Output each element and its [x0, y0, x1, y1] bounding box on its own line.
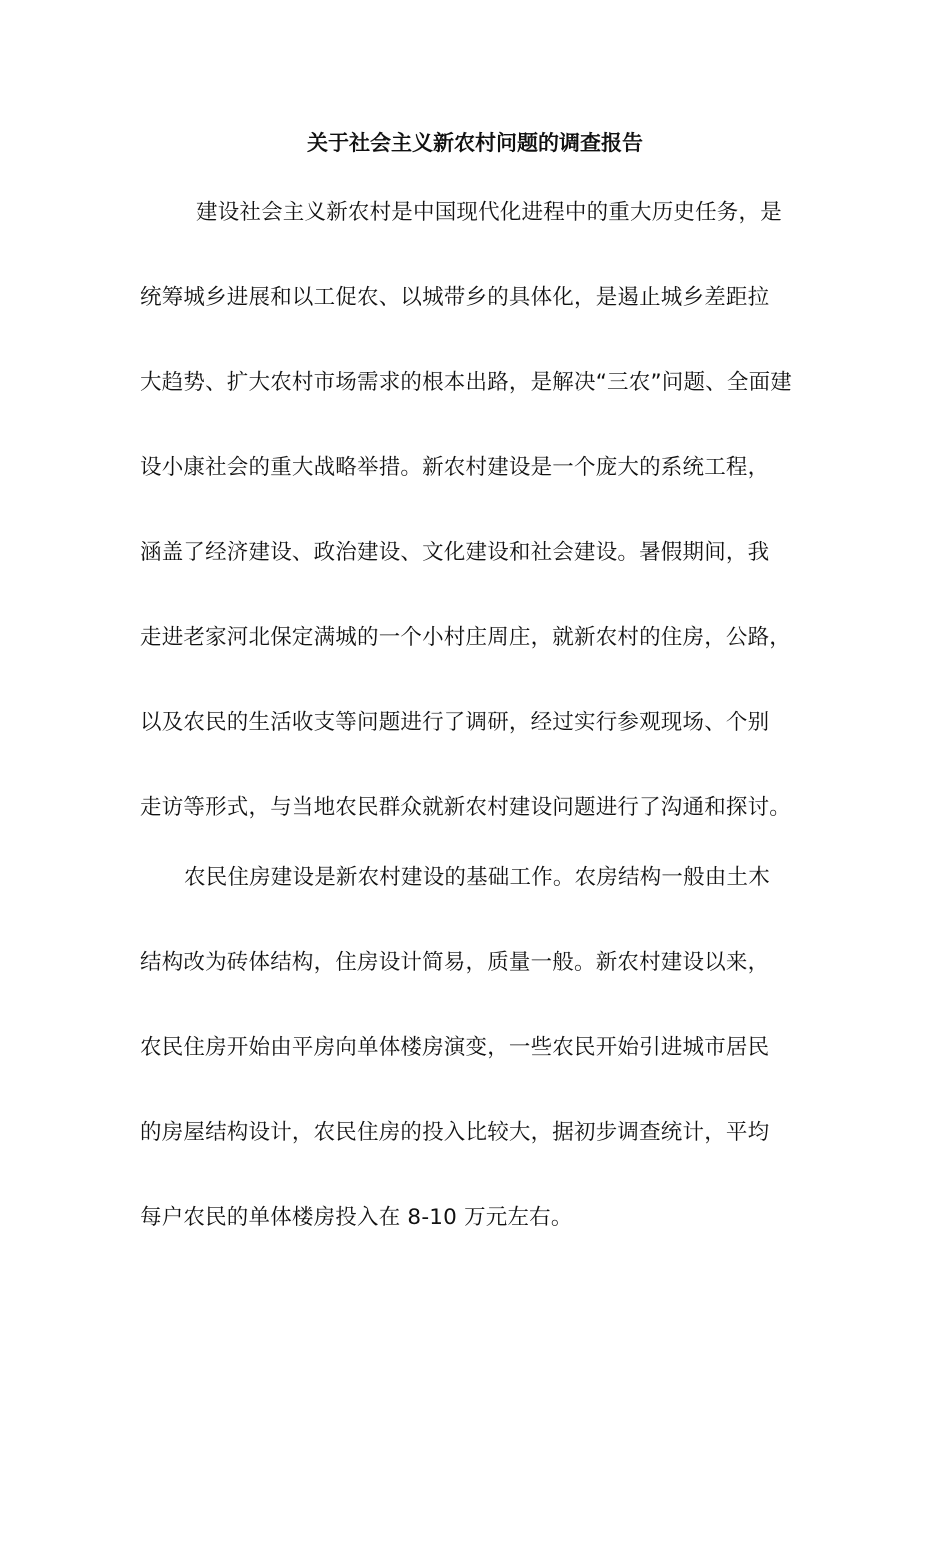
paragraph-1 [140, 197, 820, 877]
paragraph-line: 建设社会主义新农村是中国现代化进程中的重大历史任务，是 [196, 200, 782, 225]
paragraph-line: 统筹城乡进展和以工促农、以城带乡的具体化，是遏止城乡差距拉 [140, 285, 770, 310]
paragraph-line: 以及农民的生活收支等问题进行了调研，经过实行参观现场、个别 [140, 710, 770, 735]
paragraph-line: 设小康社会的重大战略举措。新农村建设是一个庞大的系统工程， [140, 455, 770, 480]
document-title: 关于社会主义新农村问题的调查报告 [307, 131, 643, 155]
paragraph-line: 农民住房建设是新农村建设的基础工作。农房结构一般由土木 [184, 865, 770, 890]
paragraph-line: 结构改为砖体结构，住房设计简易，质量一般。新农村建设以来， [140, 950, 770, 975]
paragraph-line: 涵盖了经济建设、政治建设、文化建设和社会建设。暑假期间，我 [140, 540, 770, 565]
paragraph-line: 大趋势、扩大农村市场需求的根本出路，是解决“三农”问题、全面建 [140, 370, 792, 395]
paragraph-line: 农民住房开始由平房向单体楼房演变，一些农民开始引进城市居民 [140, 1035, 770, 1060]
paragraph-line: 的房屋结构设计，农民住房的投入比较大，据初步调查统计，平均 [140, 1120, 770, 1145]
paragraph-2 [140, 862, 820, 1287]
paragraph-line: 每户农民的单体楼房投入在 8-10 万元左右。 [140, 1205, 573, 1230]
paragraph-line: 走访等形式，与当地农民群众就新农村建设问题进行了沟通和探讨。 [140, 795, 792, 820]
paragraph-line: 走进老家河北保定满城的一个小村庄周庄，就新农村的住房，公路， [140, 625, 792, 650]
